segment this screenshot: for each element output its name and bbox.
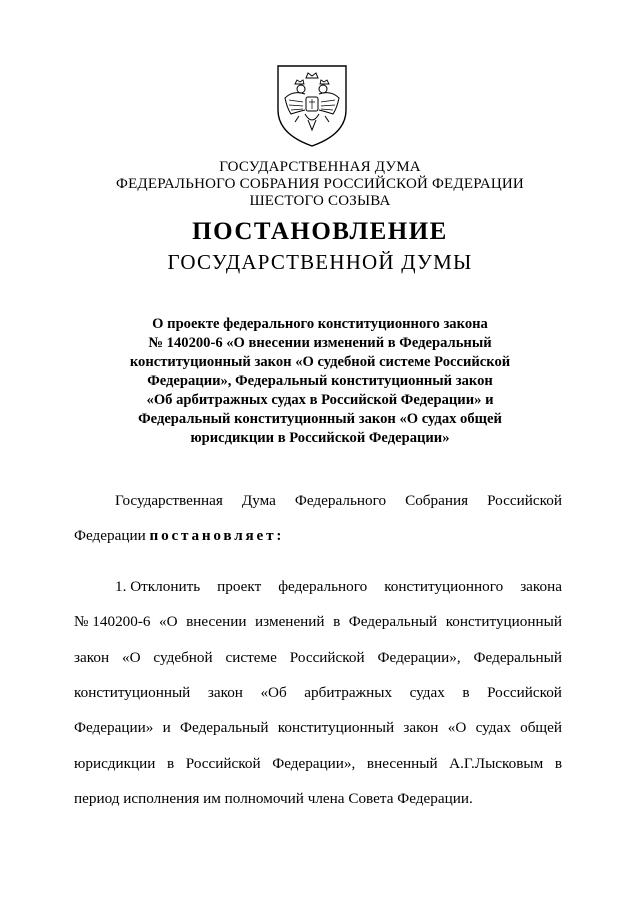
item-word: Российской (487, 684, 562, 701)
document-subtitle: ГОСУДАРСТВЕННОЙ ДУМЫ (167, 250, 473, 274)
preamble-word: Собрания (405, 492, 469, 509)
item-word: в (167, 755, 175, 772)
item-word: конституционный (277, 719, 395, 736)
item-word: судах (409, 684, 445, 701)
item-word: № 140200-6 (74, 613, 151, 630)
item-word: в (462, 684, 470, 701)
preamble-text: Федерации (74, 527, 146, 544)
item-word: и (162, 719, 171, 736)
preamble-line (115, 492, 562, 510)
item-word: изменений (255, 613, 325, 630)
item-line: период исполнения им полномочий члена Совета Федерации. (74, 790, 473, 807)
item-line (74, 684, 562, 702)
item-word: системе (225, 649, 277, 666)
document-title: ПОСТАНОВЛЕНИЕ (192, 218, 448, 245)
item-word: Федеральный (473, 649, 562, 666)
institution-name: ГОСУДАРСТВЕННАЯ ДУМА (219, 159, 421, 175)
item-word: «О (447, 719, 467, 736)
subject-line: «Об арбитражных судах в Российской Федерации» и (146, 392, 494, 408)
item-word: Федеральный (348, 613, 438, 630)
item-line (74, 649, 562, 667)
convocation: ШЕСТОГО СОЗЫВА (249, 193, 391, 209)
russian-coat-of-arms-icon (275, 64, 349, 148)
preamble-word: Государственная (115, 492, 223, 509)
subject-line: юрисдикции в Российской Федерации» (190, 430, 450, 446)
preamble-word: Российской (487, 492, 562, 509)
item-word: Федерации» (74, 719, 154, 736)
item-word: судебной (153, 649, 213, 666)
item-word: федерального (278, 578, 368, 595)
item-word: «О (159, 613, 178, 630)
item-word: судах (475, 719, 511, 736)
item-word: конституционный (445, 613, 562, 630)
item-word: конституционный (74, 684, 191, 701)
item-line (74, 755, 562, 773)
subject-line: Федеральный конституционный закон «О судах общей (138, 411, 502, 427)
item-word: 1. Отклонить (115, 578, 201, 595)
subject-line: № 140200-6 «О внесении изменений в Федеральный (148, 335, 492, 351)
item-word: арбитражных (304, 684, 393, 701)
item-word: внесенный (366, 755, 438, 772)
item-line (74, 613, 562, 631)
subject-line: О проекте федерального конституционного закона (152, 316, 488, 332)
subject-line: Федерации», Федеральный конституционный закон (147, 373, 493, 389)
item-word: закона (520, 578, 562, 595)
item-word: в (554, 755, 562, 772)
item-word: Федеральный (180, 719, 269, 736)
preamble-line (74, 527, 562, 545)
item-word: проект (217, 578, 262, 595)
preamble-word: Федерального (294, 492, 387, 509)
item-line (115, 578, 562, 596)
item-word: закон (403, 719, 439, 736)
item-word: закон (207, 684, 243, 701)
subject-line: конституционный закон «О судебной системе Российской (129, 354, 511, 370)
item-word: Федерации», (272, 755, 356, 772)
item-word: общей (520, 719, 562, 736)
item-word: Федерации», (377, 649, 461, 666)
item-word: конституционного (384, 578, 504, 595)
item-word: Российской (289, 649, 365, 666)
item-word: Российской (185, 755, 261, 772)
item-line (74, 719, 562, 737)
institution-parent: ФЕДЕРАЛЬНОГО СОБРАНИЯ РОССИЙСКОЙ ФЕДЕРАЦИИ (116, 176, 524, 192)
item-word: «Об (260, 684, 287, 701)
item-word: закон (74, 649, 110, 666)
preamble-word: Дума (241, 492, 276, 509)
item-word: «О (121, 649, 141, 666)
item-word: в (333, 613, 341, 630)
item-word: юрисдикции (74, 755, 156, 772)
item-word: А.Г.Лысковым (449, 755, 544, 772)
resolution-verb: постановляет: (149, 527, 285, 544)
item-word: внесении (186, 613, 247, 630)
